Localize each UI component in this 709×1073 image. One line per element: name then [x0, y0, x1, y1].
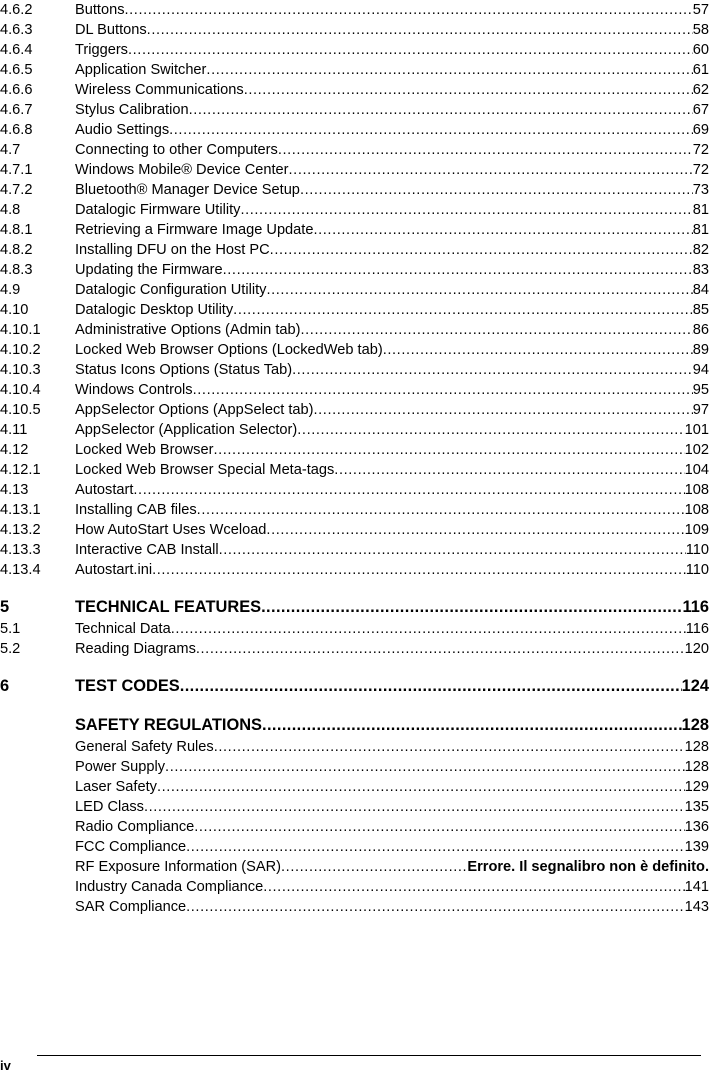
toc-entry[interactable] — [0, 140, 709, 160]
toc-entry-title: Radio Compliance — [75, 819, 195, 835]
toc-entry-number: 4.10.2 — [0, 342, 41, 358]
toc-entry-number: 4.13.4 — [0, 562, 41, 578]
dot-leader — [180, 674, 682, 698]
toc-entry-page: 69 — [692, 122, 709, 138]
toc-entry-page: 83 — [692, 262, 709, 278]
toc-entry-page: 62 — [692, 82, 709, 98]
toc-entry-page: 104 — [684, 462, 709, 478]
toc-entry-number: 4.6.7 — [0, 102, 33, 118]
toc-entry-number: 4.6.2 — [0, 2, 33, 18]
dot-leader — [263, 877, 684, 897]
toc-entry-title: Audio Settings — [75, 122, 170, 138]
toc-entry-title: General Safety Rules — [75, 739, 214, 755]
toc-entry-number: 4.10.3 — [0, 362, 41, 378]
toc-entry-title: Autostart — [75, 482, 134, 498]
footer-rule — [37, 1055, 701, 1056]
toc-entry-number: 4.13.1 — [0, 502, 41, 518]
toc-entry[interactable] — [0, 300, 709, 320]
toc-entry[interactable] — [0, 897, 709, 917]
toc-entry[interactable] — [0, 540, 709, 560]
dot-leader — [261, 595, 682, 619]
toc-entry[interactable] — [0, 180, 709, 200]
toc-entry-title: Locked Web Browser Special Meta-tags — [75, 462, 335, 478]
dot-leader — [186, 837, 685, 857]
toc-entry[interactable] — [0, 757, 709, 777]
toc-entry-title: Datalogic Configuration Utility — [75, 282, 267, 298]
toc-entry-page: 67 — [692, 102, 709, 118]
toc-entry-title: Application Switcher — [75, 62, 207, 78]
toc-entry-page: 110 — [685, 542, 709, 558]
toc-entry-page: 102 — [684, 442, 709, 458]
toc-entry-title: AppSelector (Application Selector) — [75, 422, 298, 438]
toc-entry[interactable] — [0, 737, 709, 757]
toc-entry-title: Bluetooth® Manager Device Setup — [75, 182, 300, 198]
toc-entry-title: Triggers — [75, 42, 128, 58]
toc-entry-title: Technical Data — [75, 621, 171, 637]
toc-entry-number: 4.12.1 — [0, 462, 41, 478]
toc-entry-title: Locked Web Browser Options (LockedWeb tab) — [75, 342, 383, 358]
dot-leader — [223, 260, 693, 280]
toc-entry-page: 141 — [684, 879, 709, 895]
dot-leader — [147, 20, 693, 40]
toc-entry[interactable] — [0, 360, 709, 380]
toc-entry-title: SAR Compliance — [75, 899, 187, 915]
dot-leader — [213, 440, 684, 460]
toc-entry-title: DL Buttons — [75, 22, 147, 38]
toc-entry-page: 57 — [692, 2, 709, 18]
toc-entry-title: Installing DFU on the Host PC — [75, 242, 270, 258]
toc-entry[interactable] — [0, 837, 709, 857]
toc-entry-title: Power Supply — [75, 759, 166, 775]
toc-entry-page: 136 — [684, 819, 709, 835]
toc-entry[interactable] — [0, 380, 709, 400]
toc-entry[interactable] — [0, 520, 709, 540]
toc-entry-title: Autostart.ini — [75, 562, 153, 578]
toc-entry-page: 85 — [692, 302, 709, 318]
dot-leader — [314, 400, 693, 420]
dot-leader — [240, 200, 692, 220]
toc-entry[interactable] — [0, 777, 709, 797]
toc-entry-number: 4.6.8 — [0, 122, 33, 138]
toc-entry-page: 81 — [692, 202, 709, 218]
toc-entry[interactable] — [0, 60, 709, 80]
dot-leader — [128, 40, 693, 60]
dot-leader — [194, 817, 684, 837]
toc-entry[interactable] — [0, 260, 709, 280]
toc-entry[interactable] — [0, 500, 709, 520]
toc-entry-page: 110 — [685, 562, 709, 578]
dot-leader — [133, 480, 684, 500]
toc-entry-title: Buttons — [75, 2, 125, 18]
toc-entry[interactable] — [0, 120, 709, 140]
toc-entry[interactable] — [0, 797, 709, 817]
dot-leader — [383, 340, 693, 360]
toc-entry-number: 5.1 — [0, 621, 21, 637]
toc-entry-title: Locked Web Browser — [75, 442, 214, 458]
toc-entry[interactable] — [0, 20, 709, 40]
toc-entry-number: 6 — [0, 677, 10, 695]
toc-entry-title: Wireless Communications — [75, 82, 244, 98]
dot-leader — [193, 380, 693, 400]
toc-entry[interactable] — [0, 857, 709, 877]
toc-entry[interactable] — [0, 460, 709, 480]
dot-leader — [189, 100, 693, 120]
toc-entry-page: 109 — [684, 522, 709, 538]
toc-entry[interactable] — [0, 560, 709, 580]
toc-entry-number: 5 — [0, 598, 10, 616]
toc-entry-number: 4.6.6 — [0, 82, 33, 98]
toc-entry[interactable] — [0, 619, 709, 639]
toc-entry[interactable] — [0, 440, 709, 460]
dot-leader — [262, 713, 682, 737]
toc-entry[interactable] — [0, 320, 709, 340]
toc-entry-page: 128 — [684, 739, 709, 755]
toc-entry-page: 116 — [682, 598, 709, 616]
toc-entry-title: Stylus Calibration — [75, 102, 189, 118]
dot-leader — [297, 420, 684, 440]
toc-entry[interactable] — [0, 240, 709, 260]
dot-leader — [292, 360, 693, 380]
toc-entry-number: 4.6.5 — [0, 62, 33, 78]
toc-entry[interactable] — [0, 0, 709, 20]
dot-leader — [278, 140, 693, 160]
toc-entry-title: Connecting to other Computers — [75, 142, 278, 158]
toc-entry-number: 4.7.2 — [0, 182, 33, 198]
toc-entry-number: 4.7.1 — [0, 162, 33, 178]
toc-entry-number: 4.10 — [0, 302, 29, 318]
toc-entry-page: 89 — [692, 342, 709, 358]
toc-entry[interactable] — [0, 817, 709, 837]
toc-entry-page: Errore. Il segnalibro non è definito. — [467, 859, 709, 875]
toc-entry-title: Retrieving a Firmware Image Update — [75, 222, 314, 238]
toc-entry-page: 73 — [692, 182, 709, 198]
toc-entry-title: Updating the Firmware — [75, 262, 223, 278]
toc-entry-number: 4.8.2 — [0, 242, 33, 258]
toc-entry-number: 4.8.1 — [0, 222, 33, 238]
toc-entry-title: SAFETY REGULATIONS — [75, 716, 262, 734]
toc-entry[interactable] — [0, 420, 709, 440]
dot-leader — [219, 540, 686, 560]
toc-entry[interactable] — [0, 340, 709, 360]
toc-entry-page: 129 — [684, 779, 709, 795]
dot-leader — [152, 560, 686, 580]
dot-leader — [300, 180, 693, 200]
toc-entry-page: 81 — [692, 222, 709, 238]
toc-entry-number: 4.10.4 — [0, 382, 41, 398]
spacer — [0, 698, 709, 713]
toc-entry[interactable] — [0, 100, 709, 120]
toc-entry-title: AppSelector Options (AppSelect tab) — [75, 402, 314, 418]
toc-entry-page: 124 — [681, 677, 709, 695]
toc-entry-number: 4.9 — [0, 282, 21, 298]
toc-entry-page: 82 — [692, 242, 709, 258]
toc-entry-page: 120 — [684, 641, 709, 657]
toc-entry-number: 4.13.2 — [0, 522, 41, 538]
dot-leader — [214, 737, 685, 757]
toc-entry-page: 128 — [681, 716, 709, 734]
toc-entry-page: 101 — [684, 422, 709, 438]
dot-leader — [165, 757, 685, 777]
toc-entry[interactable] — [0, 400, 709, 420]
dot-leader — [197, 500, 685, 520]
toc-entry-page: 143 — [684, 899, 709, 915]
toc-entry-number: 4.13.3 — [0, 542, 41, 558]
toc-entry[interactable] — [0, 200, 709, 220]
dot-leader — [244, 80, 693, 100]
dot-leader — [313, 220, 692, 240]
toc-section-chapter5 — [0, 619, 709, 659]
toc-entry-page: 95 — [692, 382, 709, 398]
toc-entry-title: Industry Canada Compliance — [75, 879, 264, 895]
spacer — [0, 659, 709, 674]
toc-entry-title: TEST CODES — [75, 677, 180, 695]
page-number: iv — [0, 1058, 11, 1073]
toc-entry-title: FCC Compliance — [75, 839, 187, 855]
toc-entry[interactable] — [0, 639, 709, 659]
toc-section-safety — [0, 737, 709, 917]
toc-entry-page: 84 — [692, 282, 709, 298]
toc-entry[interactable] — [0, 80, 709, 100]
toc-entry-title: Administrative Options (Admin tab) — [75, 322, 301, 338]
dot-leader — [281, 857, 467, 877]
dot-leader — [171, 619, 686, 639]
toc-entry[interactable] — [0, 280, 709, 300]
toc-entry-page: 86 — [692, 322, 709, 338]
toc-entry[interactable] — [0, 40, 709, 60]
toc-entry-title: Windows Mobile® Device Center — [75, 162, 289, 178]
toc-entry-page: 61 — [692, 62, 709, 78]
toc-entry-number: 4.6.4 — [0, 42, 33, 58]
toc-entry-title: RF Exposure Information (SAR) — [75, 859, 282, 875]
dot-leader — [266, 520, 684, 540]
toc-entry-number: 4.13 — [0, 482, 29, 498]
toc-entry-number: 4.8.3 — [0, 262, 33, 278]
spacer — [0, 580, 709, 595]
toc-entry-title: Datalogic Firmware Utility — [75, 202, 241, 218]
toc-entry-page: 135 — [684, 799, 709, 815]
toc-entry-title: Laser Safety — [75, 779, 157, 795]
dot-leader — [289, 160, 693, 180]
toc-entry-title: LED Class — [75, 799, 144, 815]
toc-entry-number: 4.10.1 — [0, 322, 41, 338]
toc-entry[interactable] — [0, 480, 709, 500]
toc-chapter-entry[interactable] — [0, 595, 709, 619]
dot-leader — [270, 240, 693, 260]
dot-leader — [144, 797, 685, 817]
toc-chapter-entry[interactable] — [0, 674, 709, 698]
toc-entry-page: 60 — [692, 42, 709, 58]
dot-leader — [300, 320, 692, 340]
toc-entry-number: 4.8 — [0, 202, 21, 218]
toc-entry-title: Datalogic Desktop Utility — [75, 302, 234, 318]
toc-entry-page: 128 — [684, 759, 709, 775]
toc-entry-page: 97 — [692, 402, 709, 418]
dot-leader — [125, 0, 693, 20]
toc-entry-title: Interactive CAB Install — [75, 542, 219, 558]
dot-leader — [157, 777, 685, 797]
dot-leader — [186, 897, 685, 917]
dot-leader — [169, 120, 693, 140]
toc-entry-title: Windows Controls — [75, 382, 193, 398]
toc-chapter-entry[interactable] — [0, 713, 709, 737]
toc-entry-page: 72 — [692, 142, 709, 158]
toc-entry-title: How AutoStart Uses Wceload — [75, 522, 267, 538]
toc-entry-number: 4.6.3 — [0, 22, 33, 38]
toc-entry-title: Reading Diagrams — [75, 641, 196, 657]
toc-entry[interactable] — [0, 877, 709, 897]
toc-entry-number: 4.12 — [0, 442, 29, 458]
dot-leader — [196, 639, 685, 659]
toc-entry-page: 108 — [684, 482, 709, 498]
toc-entry-page: 108 — [684, 502, 709, 518]
toc-entry-page: 94 — [692, 362, 709, 378]
toc-entry[interactable] — [0, 160, 709, 180]
dot-leader — [334, 460, 684, 480]
toc-entry-number: 4.11 — [0, 422, 28, 438]
toc-entry-number: 4.10.5 — [0, 402, 41, 418]
toc-entry[interactable] — [0, 220, 709, 240]
toc-entry-page: 116 — [685, 621, 709, 637]
toc-entry-title: Installing CAB files — [75, 502, 197, 518]
toc-entry-number: 4.7 — [0, 142, 21, 158]
toc-entry-page: 72 — [692, 162, 709, 178]
dot-leader — [233, 300, 693, 320]
toc-entry-title: Status Icons Options (Status Tab) — [75, 362, 293, 378]
toc-entry-page: 58 — [692, 22, 709, 38]
dot-leader — [206, 60, 692, 80]
toc-entry-page: 139 — [684, 839, 709, 855]
toc-entry-title: TECHNICAL FEATURES — [75, 598, 262, 616]
dot-leader — [266, 280, 692, 300]
toc-entry-number: 5.2 — [0, 641, 21, 657]
